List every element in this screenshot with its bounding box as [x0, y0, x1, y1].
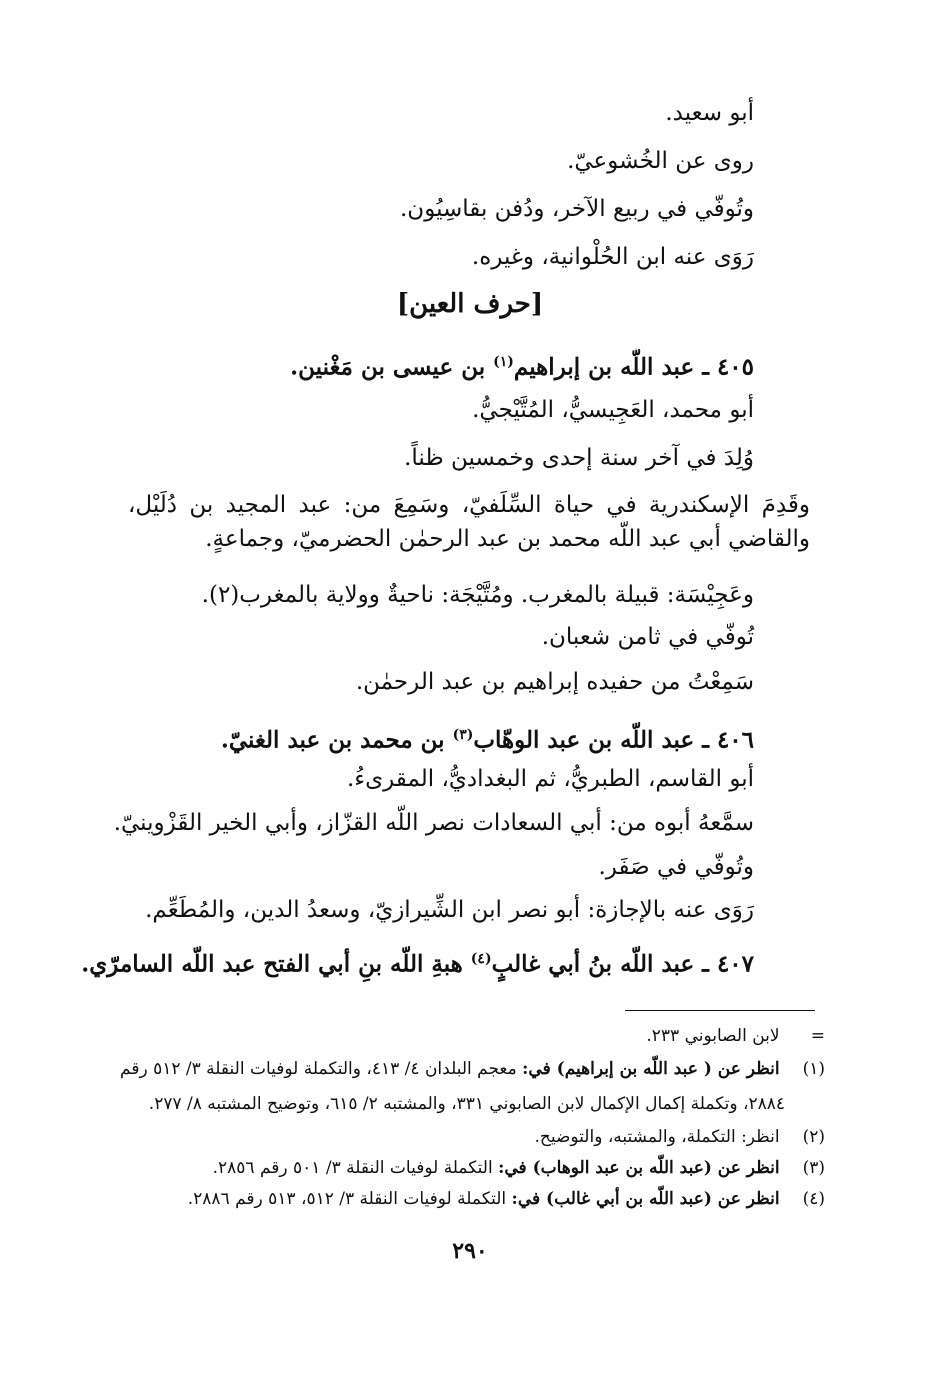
- footnote-1-number: (١): [802, 1059, 825, 1079]
- footnote-4: [95, 1185, 825, 1213]
- entry-405-birth: وُلِدَ في آخر سنة إحدى وخمسين ظناً.: [404, 445, 754, 471]
- footnote-ref-3: (٣): [452, 727, 474, 743]
- entry-406-narrators: رَوَى عنه بالإجازة: أبو نصر ابن الشِّيرازيّ، وسعدُ الدين، والمُطَعِّم.: [145, 897, 754, 923]
- footnote-2: [95, 1123, 825, 1151]
- footnote-continuation-mark: =: [810, 1026, 825, 1046]
- entry-405-teachers: والقاضي أبي عبد اللّه محمد بن عبد الرحمٰن الحضرميّ، وجماعةٍ.: [205, 526, 810, 552]
- footnote-1-text: معجم البلدان ٤/ ٤١٣، والتكملة لوفيات النقلة ٣/ ٥١٢ رقم: [120, 1059, 523, 1079]
- entry-406-heard: سمَّعهُ أبوه من: أبي السعادات نصر اللّه القزّاز، وأبي الخير القَزْوينيّ.: [113, 810, 754, 836]
- entry-407-heading: [81, 942, 754, 982]
- text-line-narrated-by: رَوَى عنه ابن الحُلْوانية، وغيره.: [471, 244, 754, 270]
- footnote-2-number: (٢): [802, 1127, 825, 1147]
- footnote-4-text: التكملة لوفيات النقلة ٣/ ٥١٢، ٥١٣ رقم ٢٨٨٦.: [187, 1189, 512, 1209]
- entry-405-heading: [100, 345, 754, 385]
- text-line-narrated-from: روى عن الخُشوعيّ.: [567, 148, 754, 174]
- entry-406-death: وتُوفّي في صَفَر.: [598, 854, 754, 880]
- footnote-4-lead: انظر عن (عبد اللّه بن أبي غالب) في:: [511, 1189, 780, 1209]
- footnote-divider: [625, 1010, 815, 1011]
- entry-405-travel: وقَدِمَ الإسكندرية في حياة السِّلَفيّ، وسَمِعَ من: عبد المجيد بن دُلَيْل،: [128, 492, 810, 518]
- entry-407-name: ٤٠٧ ـ عبد اللّه بنُ أبي غالبٍ: [491, 950, 754, 978]
- footnote-3-text: التكملة لوفيات النقلة ٣/ ٥٠١ رقم ٢٨٥٦.: [212, 1158, 499, 1178]
- entry-405-kunya: أبو محمد، العَجِيسيُّ، المُتَّيْجيُّ.: [472, 397, 754, 423]
- footnote-3-number: (٣): [802, 1158, 825, 1178]
- entry-406-lineage: بن محمد بن عبد الغنيّ.: [220, 726, 453, 754]
- entry-406-heading: [100, 718, 754, 758]
- entry-405-lineage: بن عيسى بن مَغْنين.: [290, 353, 494, 381]
- text-line-died: وتُوفّي في ربيع الآخر، ودُفن بقاسِيُون.: [400, 196, 754, 222]
- text-line-abu-said: أبو سعيد.: [665, 100, 754, 126]
- entry-406-name: ٤٠٦ ـ عبد اللّه بن عبد الوهّاب: [473, 726, 754, 754]
- footnote-1-lead: انظر عن ( عبد اللّه بن إبراهيم) في:: [522, 1059, 780, 1079]
- footnote-3: [95, 1154, 825, 1182]
- footnote-1-continued: ٢٨٨٤، وتكملة إكمال الإكمال لابن الصابوني ٣٣١، والمشتبه ٢/ ٦١٥، وتوضيح المشتبه ٨/ ٢٧٧.: [148, 1094, 785, 1114]
- section-heading: [حرف العين]: [396, 289, 544, 319]
- entry-406-kunya: أبو القاسم، الطبريُّ، ثم البغداديُّ، المقرىءُ.: [346, 766, 754, 792]
- entry-405-name: ٤٠٥ ـ عبد اللّه بن إبراهيم: [513, 353, 754, 381]
- footnote-3-lead: انظر عن (عبد اللّه بن عبد الوهاب) في:: [498, 1158, 780, 1178]
- page-number: ٢٩٠: [452, 1238, 488, 1264]
- footnote-ref-4: (٤): [470, 951, 492, 967]
- entry-405-heard-from: سَمِعْتُ من حفيده إبراهيم بن عبد الرحمٰن.: [355, 669, 754, 695]
- entry-405-death: تُوفّي في ثامن شعبان.: [541, 624, 754, 650]
- footnote-4-number: (٤): [802, 1189, 825, 1209]
- entry-407-lineage: هبةِ اللّه بنِ أبي الفتح عبد اللّه السامرّي.: [81, 950, 471, 978]
- footnote-1: [95, 1055, 825, 1083]
- footnote-2-text: انظر: التكملة، والمشتبه، والتوضيح.: [534, 1127, 780, 1147]
- footnote-continuation: [95, 1022, 825, 1050]
- footnote-continuation-text: لابن الصابوني ٢٣٣.: [646, 1026, 780, 1046]
- footnote-ref-1: (١): [493, 354, 514, 370]
- entry-405-nisba-note: وعَجِيْسَة: قبيلة بالمغرب. ومُتَّيْجَة: ناحيةٌ وولاية بالمغرب(٢).: [201, 582, 754, 608]
